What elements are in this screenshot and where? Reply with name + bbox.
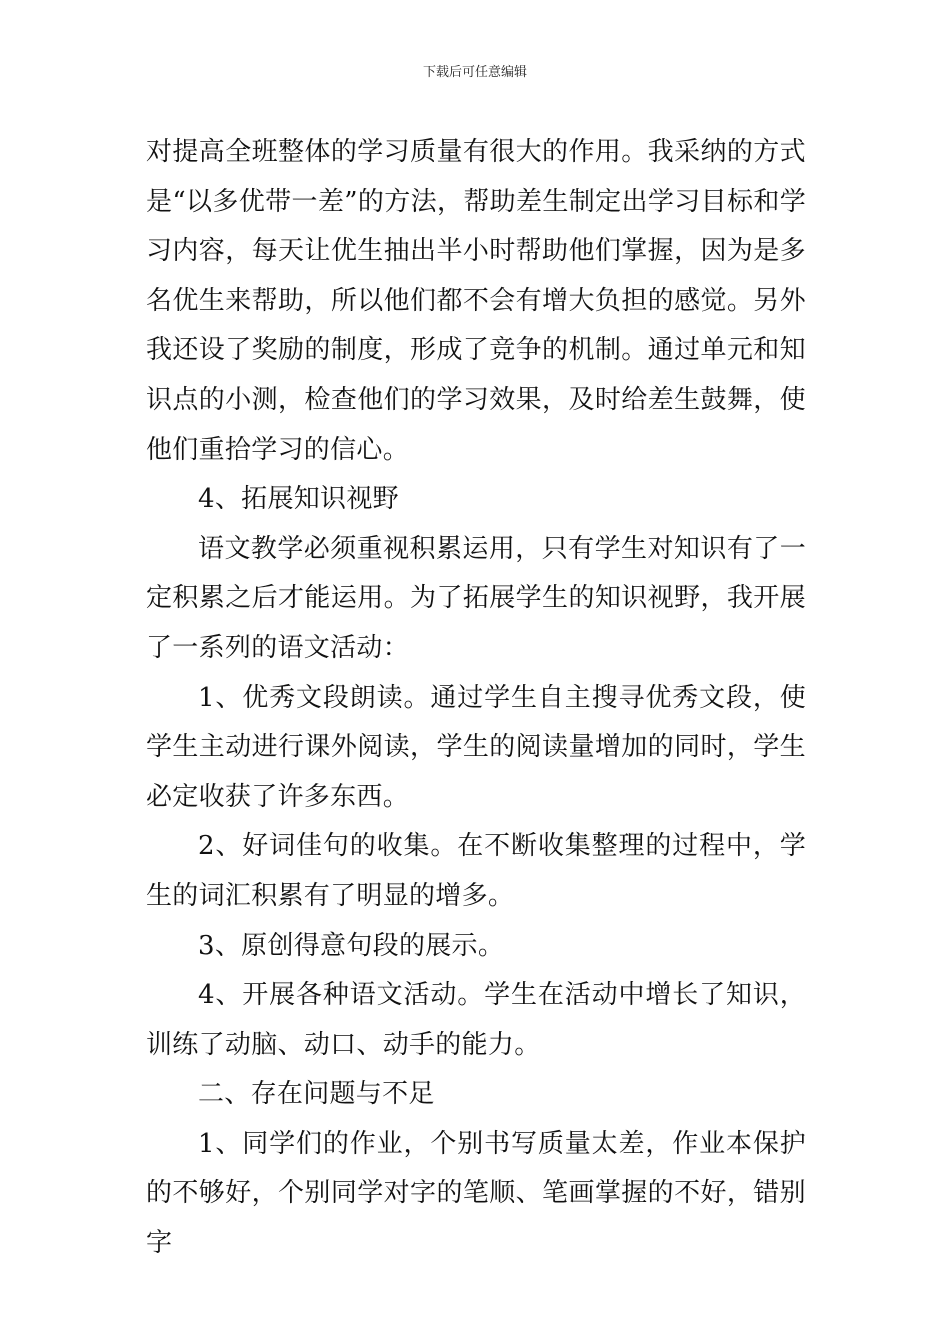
page-header-note: 下载后可任意编辑 (422, 65, 527, 80)
paragraph: 语文教学必须重视积累运用，只有学生对知识有了一定积累之后才能运用。为了拓展学生的知识视野，我开展了一系列的语文活动： (146, 533, 806, 663)
list-item: 1、同学们的作业，个别书写质量太差，作业本保护的不够好，个别同学对字的笔顺、笔画掌握的不好，错别字 (146, 1128, 806, 1259)
list-item: 4、开展各种语文活动。学生在活动中增长了知识，训练了动脑、动口、动手的能力。 (146, 980, 806, 1060)
list-item: 3、原创得意句段的展示。 (198, 930, 505, 961)
section-heading: 二、存在问题与不足 (198, 1079, 435, 1110)
list-item: 1、优秀文段朗读。通过学生自主搜寻优秀文段，使学生主动进行课外阅读，学生的阅读量增加的同时，学生必定收获了许多东西。 (146, 682, 806, 812)
list-item: 2、好词佳句的收集。在不断收集整理的过程中，学生的词汇积累有了明显的增多。 (146, 831, 806, 911)
section-heading: 4、拓展知识视野 (198, 484, 399, 515)
paragraph: 对提高全班整体的学习质量有很大的作用。我采纳的方式是“以多优带一差”的方法，帮助差生制定出学习目标和学习内容，每天让优生抽出半小时帮助他们掌握，因为是多名优生来帮助，所以他们都不会有增大负担的感觉。另外我还设了奖励的制度，形成了竞争的机制。通过单元和知识点的小测，检查他们的学习效果，及时给差生鼓舞，使他们重拾学习的信心。 (146, 137, 806, 465)
document-body (146, 128, 806, 1269)
